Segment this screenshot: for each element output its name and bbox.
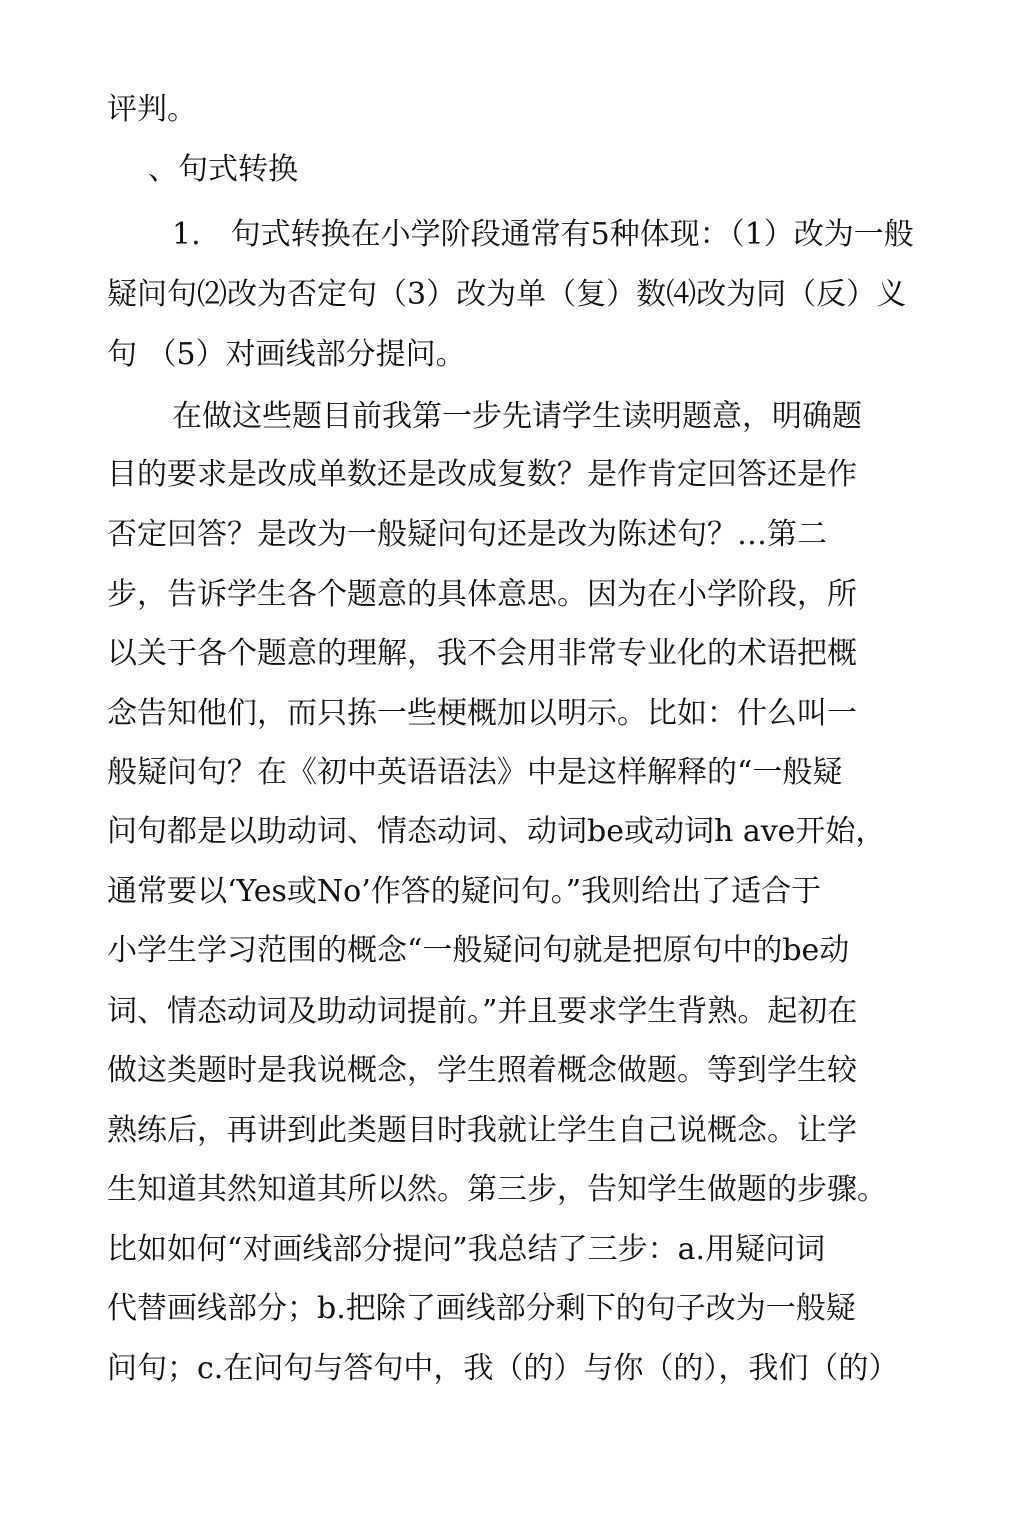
text-line: 在做这些题目前我第一步先请学生读明题意，明确题 <box>172 399 862 434</box>
text-line: 疑问句⑵改为否定句（3）改为单（复）数⑷改为同（反）义 <box>107 277 907 312</box>
text-line: 生知道其然知道其所以然。第三步，告知学生做题的步骤。 <box>107 1172 887 1207</box>
text-line: 比如如何“对画线部分提问”我总结了三步：a.用疑问词 <box>107 1232 826 1267</box>
text-line: 评判。 <box>107 92 197 127</box>
text-line: 否定回答？是改为一般疑问句还是改为陈述句？…第二 <box>107 517 827 552</box>
text-line: 句 （5）对画线部分提问。 <box>107 337 466 372</box>
text-line: 做这类题时是我说概念，学生照着概念做题。等到学生较 <box>107 1053 857 1088</box>
text-line: 般疑问句？在《初中英语语法》中是这样解释的“一般疑 <box>107 755 843 790</box>
text-line: 熟练后，再讲到此类题目时我就让学生自己说概念。让学 <box>107 1113 857 1148</box>
text-line: 问句；c.在问句与答句中，我（的）与你（的），我们（的） <box>107 1351 899 1386</box>
text-line: 目的要求是改成单数还是改成复数？是作肯定回答还是作 <box>107 457 857 492</box>
text-line: 以关于各个题意的理解，我不会用非常专业化的术语把概 <box>107 636 857 671</box>
text-line: 小学生学习范围的概念“一般疑问句就是把原句中的be动 <box>107 933 850 968</box>
text-line: 代替画线部分；b.把除了画线部分剩下的句子改为一般疑 <box>107 1291 856 1326</box>
text-line: 步，告诉学生各个题意的具体意思。因为在小学阶段，所 <box>107 577 857 612</box>
text-line: 问句都是以助动词、情态动词、动词be或动词h ave开始， <box>107 814 886 849</box>
text-line: 1. 句式转换在小学阶段通常有5种体现：（1）改为一般 <box>172 217 914 252</box>
section-heading: 、句式转换 <box>148 152 298 187</box>
text-line: 词、情态动词及助动词提前。”并且要求学生背熟。起初在 <box>107 994 858 1029</box>
text-line: 念告知他们，而只拣一些梗概加以明示。比如：什么叫一 <box>107 696 857 731</box>
text-line: 通常要以‘Yes或No’作答的疑问句。”我则给出了适合于 <box>107 874 822 909</box>
